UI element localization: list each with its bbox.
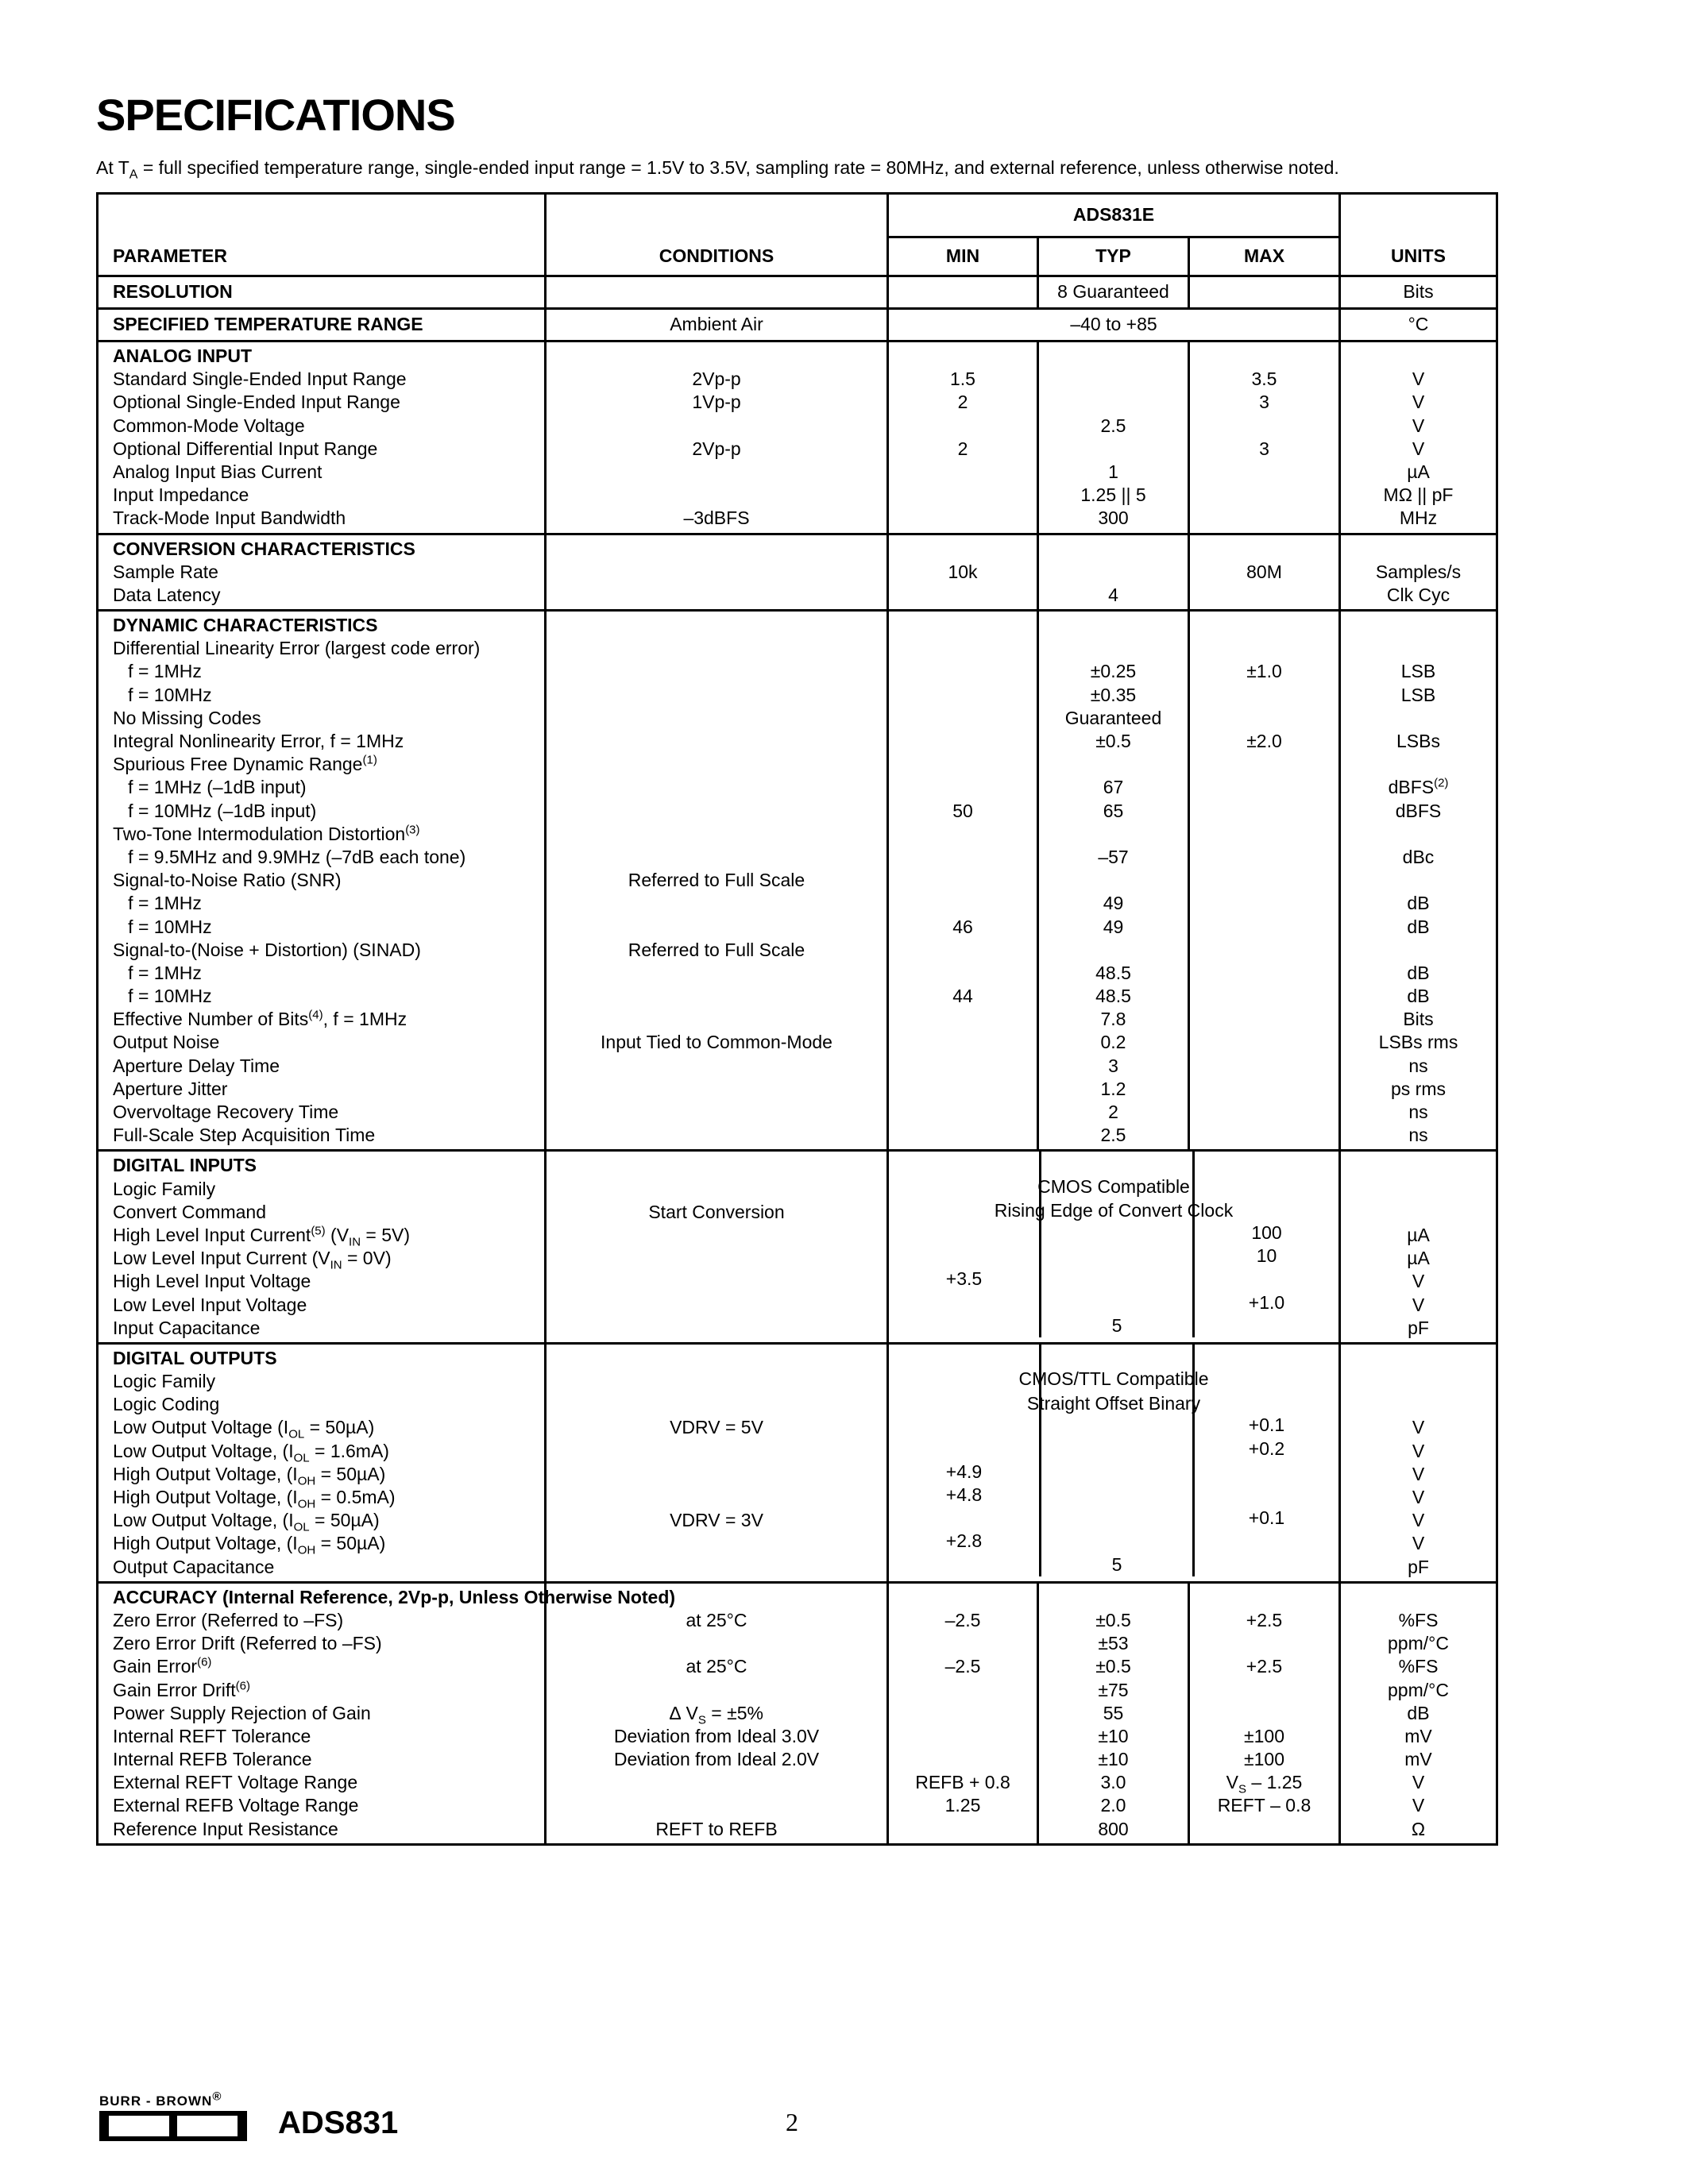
param-label: Low Output Voltage $(I_{OL} = 50\mu A)$ bbox=[113, 1417, 375, 1442]
param-label: Optional Single-Ended Input Range bbox=[113, 392, 400, 413]
section-heading: CONVERSION CHARACTERISTICS bbox=[113, 538, 415, 559]
conditions-note: At $T_A$ = full specified temperature range, single-ended input range = 1.5V to 3.5V, sampling rate = 80MHz, and external reference, unless otherwise noted. bbox=[96, 157, 1339, 182]
param-label: Standard Single-Ended Input Range bbox=[113, 369, 407, 390]
section-row: DYNAMIC CHARACTERISTICS Differential Linearity Error (largest code error) f = 1MHz f = 10MHz No Missing Codes Integral Nonlinearity Error, f = 1MHz Spurious Free Dynamic Range$^{(1)}$ f = 1MHz (–1dB input) f = 10MHz (–1dB input) Two-Tone Intermodulation Distortion$^{(3)}$ f = 9.5MHz and 9.9MHz (–7dB each tone) Signal-to-Noise Ratio (SNR) f = 1MHz f = 10MHz Signal-to-(Noise + Distortion) (SINAD) f = 1MHz f = 10MHz Effective Number of Bits$^{(4)}$, f = 1MHz Output Noise Aperture Delay Time Aperture Jitter Overvoltage Recovery Time Full-Scale Step Acquisition Time Referred to Full Scale Referred to Full Scale Input Tied to Common-Mode 50 46 44 ±0.25 ±0.35 Guaranteed ±0.5 67 65 –57 49 49 48.5 48.5 7.8 0.2 3 1.2 2 2.5 ±1.0 ±2.0 LSB LSB LSBs dBFS$^{(2)}$ dBFS dBc dB dB dB dB Bits LSBs rms ns ps rms ns ns bbox=[98, 611, 1497, 1151]
section-digital-outputs bbox=[98, 1343, 1497, 1582]
param-label: Full-Scale Step Acquisition Time bbox=[113, 1125, 376, 1146]
section-digital-inputs bbox=[98, 1151, 1497, 1344]
param-label: High Level Input Voltage bbox=[113, 1271, 311, 1292]
param-label: f = 10MHz bbox=[113, 916, 212, 937]
param-label: Overvoltage Recovery Time bbox=[113, 1102, 339, 1122]
section-heading: DIGITAL OUTPUTS bbox=[113, 1347, 277, 1368]
param-label: Low Output Voltage, $(I_{OL} = 1.6mA)$ bbox=[113, 1440, 389, 1465]
param-label: Aperture Delay Time bbox=[113, 1055, 280, 1076]
param-label: Analog Input Bias Current bbox=[113, 461, 323, 482]
section-heading: ANALOG INPUT bbox=[113, 345, 253, 366]
param-label: f = 1MHz bbox=[113, 893, 202, 914]
param-label: Output Noise bbox=[113, 1032, 220, 1053]
param-label: Output Capacitance bbox=[113, 1556, 275, 1577]
param-label: Low Output Voltage, $(I_{OL} = 50\mu A)$ bbox=[113, 1510, 380, 1534]
section-heading: ACCURACY (Internal Reference, 2Vp-p, Unless Otherwise Noted) bbox=[113, 1586, 676, 1607]
section-heading: DIGITAL INPUTS bbox=[113, 1155, 257, 1176]
param-label: Power Supply Rejection of Gain bbox=[113, 1702, 371, 1723]
row-resolution: RESOLUTION 8 Guaranteed Bits bbox=[98, 276, 1497, 309]
param-label: Zero Error Drift (Referred to –FS) bbox=[113, 1633, 382, 1654]
section-heading: DYNAMIC CHARACTERISTICS bbox=[113, 615, 378, 636]
param-label: High Output Voltage, $(I_{OH} = 0.5mA)$ bbox=[113, 1487, 396, 1511]
span-value: Straight Offset Binary bbox=[1026, 1392, 1201, 1414]
section-row: DIGITAL OUTPUTS Logic Family Logic Coding Low Output Voltage $(I_{OL} = 50\mu A)$ Low Output Voltage, $(I_{OL} = 1.6mA)$ High Output Voltage, $(I_{OH} = 50\mu A)$ High Output Voltage, $(I_{OH} = 0.5mA)$ Low Output Voltage, $(I_{OL} = 50\mu A)$ High Output Voltage, $(I_{OH} = 50\mu A)$ Output Capacitance VDRV = 5V VDRV = 3V CMOS/TTL Compatible Straight Offset Binary +4.9 +4.8 +2.8 5 +0.1 +0.2 +0.1 V V V V V V pF bbox=[98, 1343, 1497, 1582]
param-label: Optional Differential Input Range bbox=[113, 438, 378, 459]
param-label: f = 9.5MHz and 9.9MHz (–7dB each tone) bbox=[113, 846, 466, 867]
param-label: f = 10MHz bbox=[113, 986, 212, 1007]
param-label: Data Latency bbox=[113, 584, 221, 605]
section-analog-input bbox=[98, 341, 1497, 534]
param-label: High Level Input Current$^{(5)}$ $(V_{IN} = 5V)$ bbox=[113, 1224, 411, 1249]
param-label: Two-Tone Intermodulation Distortion$^{(3)}$ bbox=[113, 823, 420, 844]
param-label: High Output Voltage, $(I_{OH} = 50\mu A)$ bbox=[113, 1533, 386, 1557]
param-label: Gain Error Drift$^{(6)}$ bbox=[113, 1678, 250, 1700]
param-label: Logic Family bbox=[113, 1178, 216, 1199]
param-label: Input Impedance bbox=[113, 484, 249, 506]
header-parameter: PARAMETER bbox=[98, 237, 546, 276]
section-row: ACCURACY (Internal Reference, 2Vp-p, Unless Otherwise Noted) Zero Error (Referred to –FS) Zero Error Drift (Referred to –FS) Gain Error$^{(6)}$ Gain Error Drift$^{(6)}$ Power Supply Rejection of Gain Internal REFT Tolerance Internal REFB Tolerance External REFT Voltage Range External REFB Voltage Range Reference Input Resistance at 25°C at 25°C ∆ $V_S = \pm 5\%$ Deviation from Ideal 3.0V Deviation from Ideal 2.0V REFT to REFB –2.5 –2.5 REFB + 0.8 1.25 ±0.5 ±53 ±0.5 ±75 55 ±10 ±10 3.0 2.0 800 +2.5 +2.5 ±100 ±100 $V_S - 1.25$ REFT – 0.8 %FS ppm/°C %FS ppm/°C dB mV mV V V Ω bbox=[98, 1582, 1497, 1844]
param-label: No Missing Codes bbox=[113, 707, 261, 728]
header-conditions: CONDITIONS bbox=[546, 237, 888, 276]
param-label: External REFB Voltage Range bbox=[113, 1795, 359, 1816]
param-label: Aperture Jitter bbox=[113, 1078, 228, 1099]
span-value: Rising Edge of Convert Clock bbox=[994, 1200, 1234, 1221]
param-label: Integral Nonlinearity Error, f = 1MHz bbox=[113, 731, 404, 751]
burr-brown-logo: BURR - BROWN® bbox=[99, 2093, 247, 2141]
param-label: Zero Error (Referred to –FS) bbox=[113, 1609, 344, 1630]
param-label: Spurious Free Dynamic Range$^{(1)}$ bbox=[113, 753, 377, 775]
param-label: f = 1MHz bbox=[113, 962, 202, 983]
param-label: Low Level Input Current $(V_{IN} = 0V)$ bbox=[113, 1248, 392, 1272]
device-column-group: ADS831E bbox=[888, 194, 1340, 237]
header-units: UNITS bbox=[1340, 237, 1497, 276]
param-label: Logic Family bbox=[113, 1371, 216, 1392]
param-label: f = 1MHz bbox=[113, 661, 202, 682]
span-value: CMOS/TTL Compatible bbox=[1018, 1368, 1209, 1390]
param-label: Convert Command bbox=[113, 1201, 267, 1222]
param-label: External REFT Voltage Range bbox=[113, 1772, 358, 1793]
section-row: ANALOG INPUT Standard Single-Ended Input Range Optional Single-Ended Input Range Common-Mode Voltage Optional Differential Input Range Analog Input Bias Current Input Impedance Track-Mode Input Bandwidth 2Vp-p 1Vp-p 2Vp-p –3dBFS 1.5 2 2 2.5 1 1.25 || 5 300 3.5 3 3 V V V V µA MΩ || pF MHz bbox=[98, 341, 1497, 534]
specifications-table bbox=[96, 192, 1498, 1846]
section-accuracy bbox=[98, 1582, 1497, 1844]
param-label: f = 10MHz (–1dB input) bbox=[113, 800, 317, 821]
param-label: Track-Mode Input Bandwidth bbox=[113, 507, 346, 529]
param-label: Low Level Input Voltage bbox=[113, 1294, 307, 1315]
section-conversion bbox=[98, 534, 1497, 611]
footer-model: ADS831 bbox=[278, 2105, 399, 2140]
section-dynamic bbox=[98, 611, 1497, 1151]
header-min: MIN bbox=[888, 237, 1038, 276]
page-title: SPECIFICATIONS bbox=[96, 90, 455, 140]
param-label: Effective Number of Bits$^{(4)}$, f = 1MHz bbox=[113, 1008, 408, 1030]
param-label: Common-Mode Voltage bbox=[113, 415, 305, 436]
page-number: 2 bbox=[786, 2108, 798, 2136]
section-row: CONVERSION CHARACTERISTICS Sample Rate Data Latency 10k 4 80M Samples/s Clk Cyc bbox=[98, 534, 1497, 611]
param-label: Differential Linearity Error (largest code error) bbox=[113, 638, 481, 659]
param-label: High Output Voltage, $(I_{OH} = 50\mu A)$ bbox=[113, 1463, 386, 1488]
header-typ: TYP bbox=[1038, 237, 1189, 276]
param-label: Input Capacitance bbox=[113, 1317, 261, 1338]
param-label: f = 1MHz (–1dB input) bbox=[113, 777, 307, 798]
param-label: Internal REFT Tolerance bbox=[113, 1725, 311, 1746]
row-temperature-range: SPECIFIED TEMPERATURE RANGE Ambient Air –40 to +85 °C bbox=[98, 309, 1497, 341]
param-label: f = 10MHz bbox=[113, 684, 212, 705]
span-value: CMOS Compatible bbox=[1037, 1175, 1190, 1197]
param-label: Signal-to-Noise Ratio (SNR) bbox=[113, 870, 342, 891]
param-label: Logic Coding bbox=[113, 1394, 220, 1415]
section-row: DIGITAL INPUTS Logic Family Convert Command High Level Input Current$^{(5)}$ $(V_{IN} = 5V)$ Low Level Input Current $(V_{IN} = 0V)$ High Level Input Voltage Low Level Input Voltage Input Capacitance Start Conversion CMOS Compatible Rising Edge of Convert Clock +3.5 5 100 10 +1.0 µA µA V V pF bbox=[98, 1151, 1497, 1344]
header-max: MAX bbox=[1189, 237, 1340, 276]
param-label: Internal REFB Tolerance bbox=[113, 1749, 312, 1770]
param-label: Gain Error$^{(6)}$ bbox=[113, 1655, 212, 1677]
param-label: Signal-to-(Noise + Distortion) (SINAD) bbox=[113, 939, 421, 960]
param-label: Sample Rate bbox=[113, 561, 218, 582]
param-label: Reference Input Resistance bbox=[113, 1818, 338, 1839]
